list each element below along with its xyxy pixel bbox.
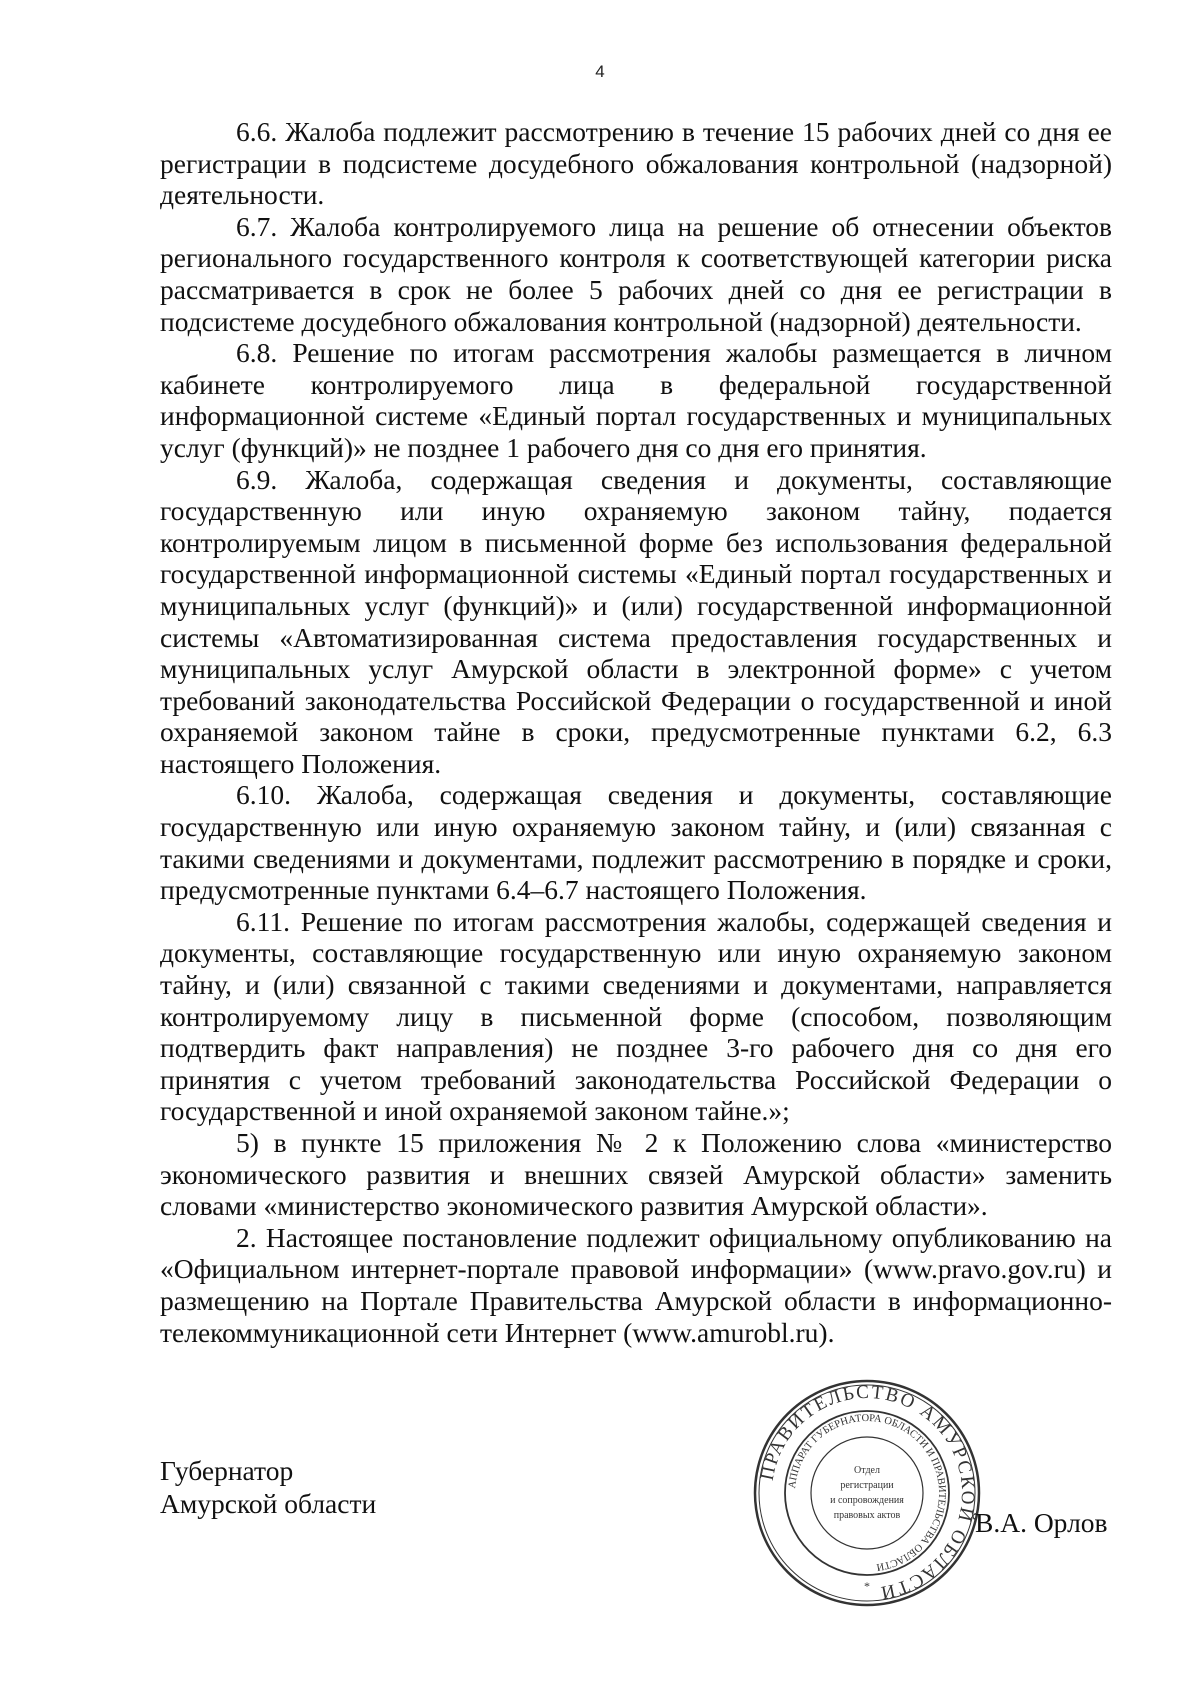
seal-outer-text: ПРАВИТЕЛЬСТВО АМУРСКОЙ ОБЛАСТИ	[756, 1381, 979, 1604]
seal-graphic	[752, 1378, 982, 1608]
paragraph-6-9: 6.9. Жалоба, содержащая сведения и документы, составляющие государственную или иную охраняемую законом тайну, подается контролируемым лицом в письменной форме без использования федеральной государственной информационной системы «Единый портал государственных и муниципальных услуг (функций)» и (или) государственной информационной системы «Автоматизированная система предоставления государственных и муниципальных услуг Амурской области в электронной форме» с учетом требований законодательства Российской Федерации о государственной и иной охраняемой законом тайне в сроки, предусмотренные пунктами 6.2, 6.3 настоящего Положения.	[160, 463, 1112, 779]
seal-center-line1: Отдел	[854, 1465, 880, 1476]
paragraph-6-10: 6.10. Жалоба, содержащая сведения и документы, составляющие государственную или иную охраняемую законом тайну, и (или) связанная с такими сведениями и документами, подлежит рассмотрению в порядке и сроки, предусмотренные пунктами 6.4–6.7 настоящего Положения.	[160, 779, 1112, 906]
seal-inner-ring	[811, 1437, 923, 1549]
official-seal	[752, 1378, 982, 1608]
paragraph-6-11: 6.11. Решение по итогам рассмотрения жалобы, содержащей сведения и документы, составляющие государственную или иную охраняемую законом тайну, и (или) связанной с такими сведениями и документами, направляется контролируемому лицу в письменной форме (способом, позволяющим подтвердить факт направления) не позднее 3-го рабочего дня со дня его принятия с учетом требований законодательства Российской Федерации о государственной и иной охраняемой законом тайне.»;	[160, 905, 1112, 1127]
page-number: 4	[595, 62, 605, 81]
seal-center-line4: правовых актов	[833, 1510, 901, 1521]
seal-inner-text: АППАРАТ ГУБЕРНАТОРА ОБЛАСТИ И ПРАВИТЕЛЬСТВА ОБЛАСТИ	[787, 1412, 948, 1573]
document-body	[160, 116, 1112, 1348]
signature-block	[160, 1454, 376, 1520]
paragraph-2: 2. Настоящее постановление подлежит официальному опубликованию на «Официальном интернет-портале правовой информации» (www.pravo.gov.ru) и размещению на Портале Правительства Амурской области в информационно-телекоммуникационной сети Интернет (www.amurobl.ru).	[160, 1221, 1112, 1348]
seal-star-icon: *	[864, 1579, 870, 1593]
signer-position-line2: Амурской области	[160, 1488, 377, 1519]
seal-center-line3: и сопровождения	[830, 1495, 904, 1506]
signer-name: В.А. Орлов	[975, 1507, 1108, 1538]
seal-center-line2: регистрации	[840, 1480, 894, 1491]
signer-position-line1: Губернатор	[160, 1455, 294, 1486]
seal-middle-ring	[785, 1411, 949, 1575]
paragraph-6-7: 6.7. Жалоба контролируемого лица на решение об отнесении объектов регионального государственного контроля к соответствующей категории риска рассматривается в срок не более 5 рабочих дней со дня ее регистрации в подсистеме досудебного обжалования контрольной (надзорной) деятельности.	[160, 210, 1112, 337]
paragraph-item-5: 5) в пункте 15 приложения № 2 к Положению слова «министерство экономического развития и внешних связей Амурской области» заменить словами «министерство экономического развития Амурской области».	[160, 1127, 1112, 1222]
paragraph-6-8: 6.8. Решение по итогам рассмотрения жалобы размещается в личном кабинете контролируемого лица в федеральной государственной информационной системе «Единый портал государственных и муниципальных услуг (функций)» не позднее 1 рабочего дня со дня его принятия.	[160, 337, 1112, 463]
paragraph-6-6: 6.6. Жалоба подлежит рассмотрению в течение 15 рабочих дней со дня ее регистрации в подсистеме досудебного обжалования контрольной (надзорной) деятельности.	[160, 116, 1112, 211]
